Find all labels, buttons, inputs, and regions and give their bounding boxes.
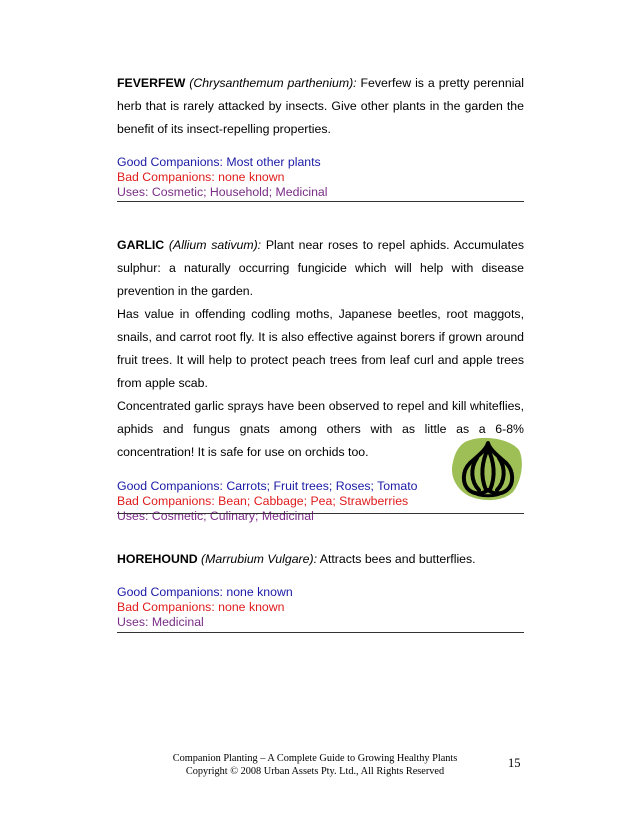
page-number: 15 (508, 756, 521, 770)
page-footer (160, 752, 470, 778)
divider (117, 513, 524, 514)
garlic-icon (451, 436, 523, 502)
plant-name: GARLIC (117, 238, 165, 252)
divider (117, 632, 524, 633)
good-companions: Good Companions: Carrots; Fruit trees; Roses; Tomato (117, 479, 418, 493)
bad-companions: Bad Companions: Bean; Cabbage; Pea; Strawberries (117, 494, 409, 508)
description-text: Feverfew is a pretty perennial herb that is rarely attacked by insects. Give other plants in the garden the benefit of its insect-repelling properties. (117, 76, 525, 136)
entry-description (117, 548, 524, 571)
uses: Uses: Cosmetic; Culinary; Medicinal (117, 509, 314, 523)
latin-name: (Chrysanthemum parthenium): (189, 76, 357, 90)
footer-copyright: Copyright © 2008 Urban Assets Pty. Ltd., All Rights Reserved (185, 766, 445, 777)
uses: Uses: Cosmetic; Household; Medicinal (117, 185, 328, 199)
good-companions: Good Companions: none known (117, 585, 293, 599)
good-companions: Good Companions: Most other plants (117, 155, 321, 169)
entry-description (117, 72, 524, 141)
bad-companions: Bad Companions: none known (117, 600, 285, 614)
footer-title: Companion Planting – A Complete Guide to Growing Healthy Plants (172, 753, 458, 764)
bad-companions: Bad Companions: none known (117, 170, 285, 184)
description-text: Attracts bees and butterflies. (317, 552, 476, 566)
latin-name: (Marrubium Vulgare): (201, 552, 317, 566)
latin-name: (Allium sativum): (168, 238, 262, 252)
divider (117, 201, 524, 202)
description-paragraph: Concentrated garlic sprays have been observed to repel and kill whiteflies, aphids and fungus gnats among others with as little as a 6-8% concentration! It is safe for use on orchids too. (117, 399, 524, 459)
description-paragraph: Has value in offending codling moths, Japanese beetles, root maggots, snails, and carrot root fly. It is also effective against borers if grown around fruit trees. It will help to protect peach trees from leaf curl and apple trees from apple scab. (117, 307, 524, 390)
entry-description (117, 234, 524, 303)
description-text: Plant near roses to repel aphids. Accumulates sulphur: a naturally occurring fungicide which will help with disease prevention in the garden. (117, 238, 524, 298)
entry-feverfew (117, 72, 524, 200)
uses: Uses: Medicinal (117, 615, 204, 629)
plant-name: FEVERFEW (117, 76, 186, 90)
plant-name: HOREHOUND (117, 552, 198, 566)
entry-horehound (117, 548, 524, 630)
